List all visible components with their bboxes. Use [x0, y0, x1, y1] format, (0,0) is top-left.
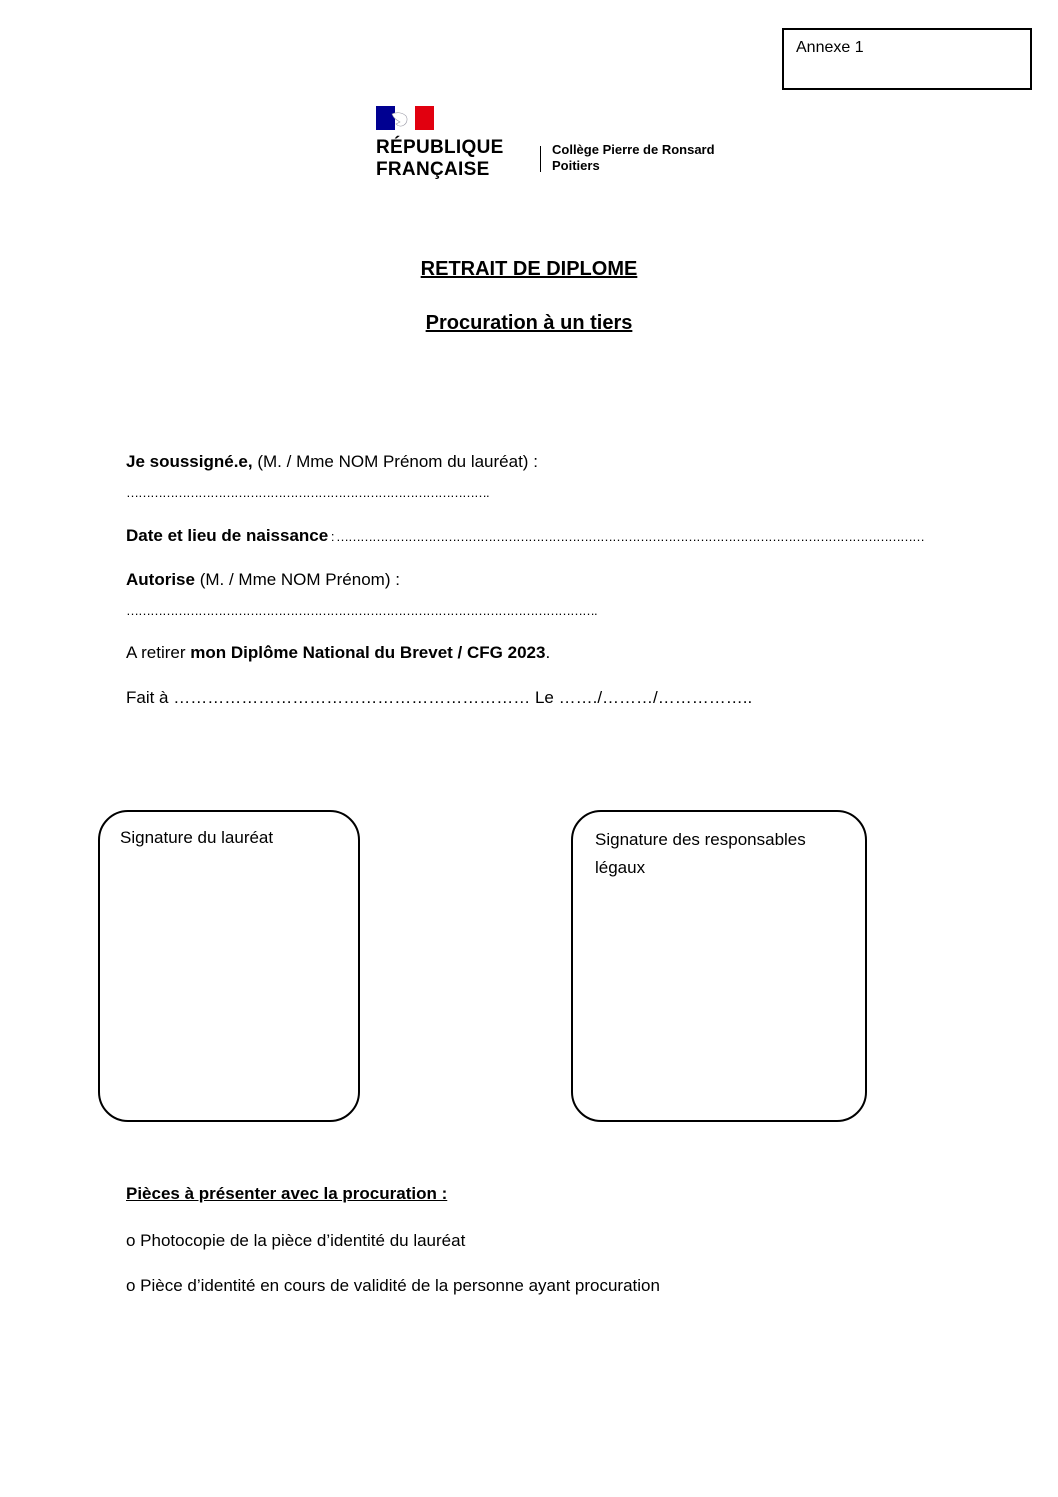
birth-label: Date et lieu de naissance: [126, 526, 329, 545]
signature-laureate-label: Signature du lauréat: [120, 828, 274, 847]
retrieve-suffix: .: [545, 643, 551, 662]
document-item: o Pièce d’identité en cours de validité de la personne ayant procuration: [126, 1276, 660, 1295]
documents-title: Pièces à présenter avec la procuration :: [126, 1184, 448, 1203]
authorize-label: Autorise: [126, 570, 195, 589]
undersigned-dots: ……………………………………………………………………………….: [126, 485, 489, 500]
signature-guardians-box[interactable]: [571, 810, 867, 1122]
retrieve-diploma: mon Diplôme National du Brevet / CFG 2023: [190, 643, 546, 662]
document-item: o Photocopie de la pièce d’identité du lauréat: [126, 1231, 466, 1250]
undersigned-label: Je soussigné.e,: [126, 452, 253, 471]
logo-line-2: FRANÇAISE: [376, 159, 490, 180]
page-subtitle: Procuration à un tiers: [425, 312, 633, 334]
birth-line[interactable]: [126, 526, 924, 546]
authorize-field[interactable]: [126, 600, 597, 620]
institution-name: Collège Pierre de Ronsard: [552, 142, 715, 157]
retrieve-prefix: A retirer: [126, 643, 191, 662]
undersigned-line: [126, 452, 538, 472]
signature-laureate-box[interactable]: [98, 810, 360, 1122]
undersigned-field[interactable]: [126, 482, 489, 502]
signature-guardians-label: Signature des responsables légaux: [595, 830, 806, 877]
undersigned-hint: (M. / Mme NOM Prénom du lauréat) :: [252, 452, 538, 471]
annex-label: Annexe 1: [782, 28, 1032, 90]
logo-separator: [540, 146, 541, 172]
authorize-line: [126, 570, 400, 590]
logo-line-1: RÉPUBLIQUE: [376, 137, 504, 158]
authorize-dots: ……………………………………………………………………………………………………….: [126, 603, 597, 618]
birth-dots: : …………………………………………………………………………………………………………………………………: [328, 529, 925, 544]
marianne-flag-icon: [376, 106, 434, 130]
institution-city: Poitiers: [552, 158, 600, 173]
retrieve-line: [126, 643, 550, 663]
authorize-hint: (M. / Mme NOM Prénom) :: [194, 570, 400, 589]
page-title: RETRAIT DE DIPLOME: [420, 258, 638, 280]
done-at-line[interactable]: Fait à ……………………………………………………… Le ……./………/……………..: [126, 688, 753, 707]
